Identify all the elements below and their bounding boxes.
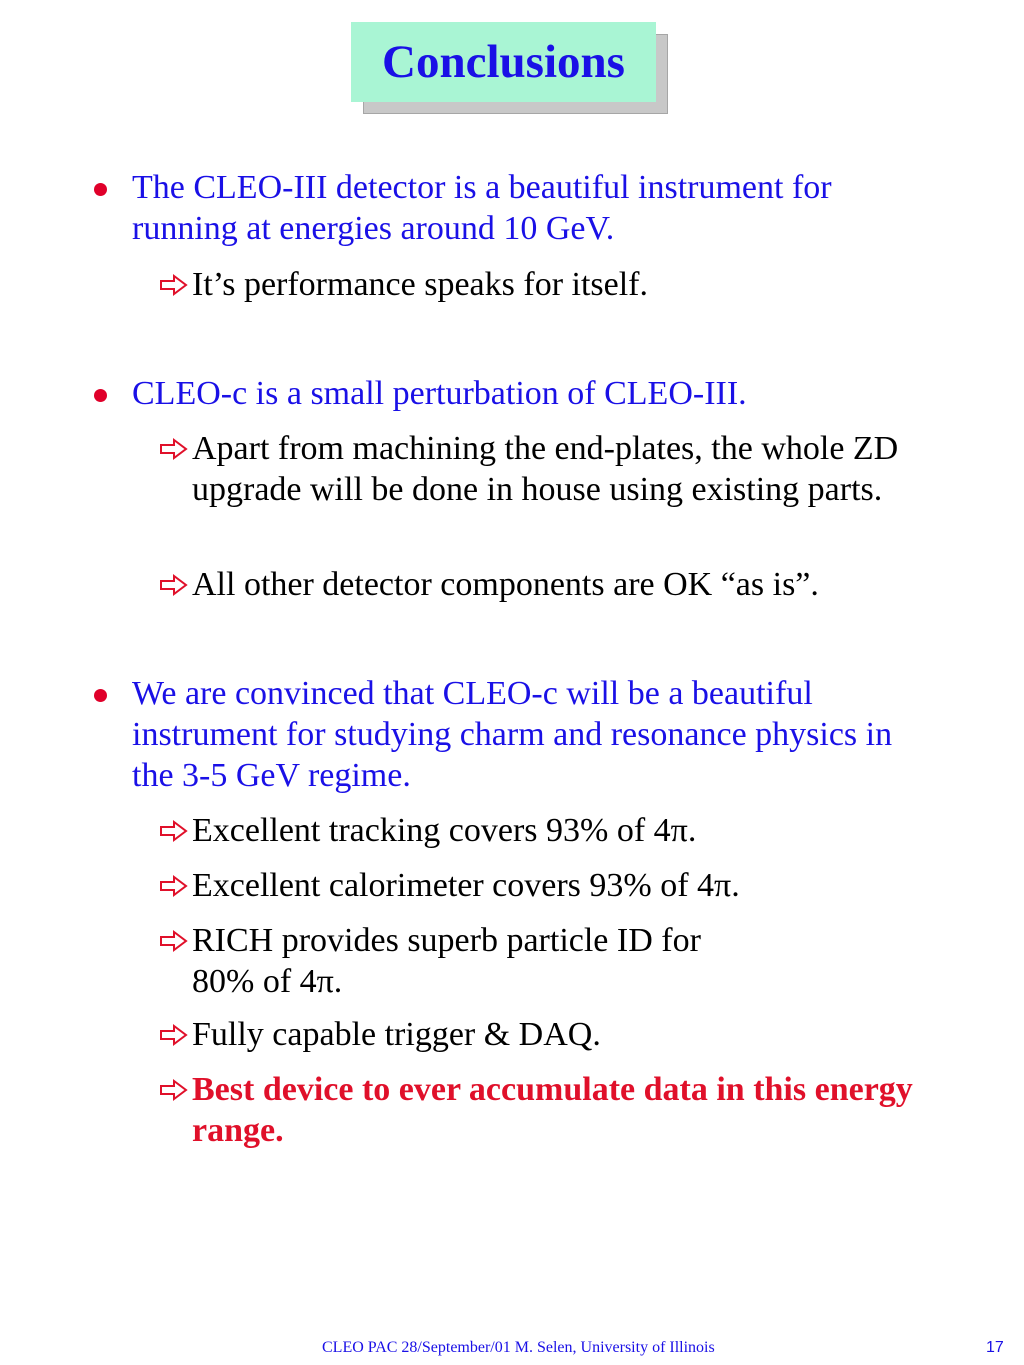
sub-item-2-1: Apart from machining the end-plates, the whole ZD upgrade will be done in house using existing parts. bbox=[192, 430, 899, 508]
arrow-right-icon bbox=[158, 820, 190, 842]
arrow-right-icon bbox=[158, 438, 190, 460]
arrow-right-icon bbox=[158, 1024, 190, 1046]
sub-item-3-3: RICH provides superb particle ID for 80% of 4π. bbox=[192, 922, 701, 1000]
footer-text: CLEO PAC 28/September/01 M. Selen, University of Illinois bbox=[322, 1339, 715, 1356]
sub-item-1-1: It’s performance speaks for itself. bbox=[192, 266, 648, 303]
sub-item-3-5: Best device to ever accumulate data in this energy range. bbox=[192, 1071, 913, 1149]
title-box bbox=[351, 22, 656, 102]
page-number: 17 bbox=[986, 1339, 1004, 1356]
arrow-right-icon bbox=[158, 574, 190, 596]
bullet-2: CLEO-c is a small perturbation of CLEO-III. bbox=[132, 375, 747, 412]
slide-title: Conclusions bbox=[382, 35, 625, 88]
arrow-right-icon bbox=[158, 875, 190, 897]
bullet-dot-icon bbox=[94, 389, 107, 402]
title-panel bbox=[351, 22, 656, 102]
arrow-right-icon bbox=[158, 930, 190, 952]
bullet-3: We are convinced that CLEO-c will be a beautiful instrument for studying charm and resonance physics in the 3-5 GeV regime. bbox=[132, 675, 893, 794]
arrow-right-icon bbox=[158, 274, 190, 296]
sub-item-3-2: Excellent calorimeter covers 93% of 4π. bbox=[192, 867, 740, 904]
sub-item-3-1: Excellent tracking covers 93% of 4π. bbox=[192, 812, 697, 849]
sub-item-2-2: All other detector components are OK “as is”. bbox=[192, 566, 819, 603]
arrow-right-icon bbox=[158, 1079, 190, 1101]
bullet-dot-icon bbox=[94, 689, 107, 702]
bullet-1: The CLEO-III detector is a beautiful instrument for running at energies around 10 GeV. bbox=[132, 169, 832, 247]
sub-item-3-4: Fully capable trigger & DAQ. bbox=[192, 1016, 601, 1053]
bullet-dot-icon bbox=[94, 183, 107, 196]
